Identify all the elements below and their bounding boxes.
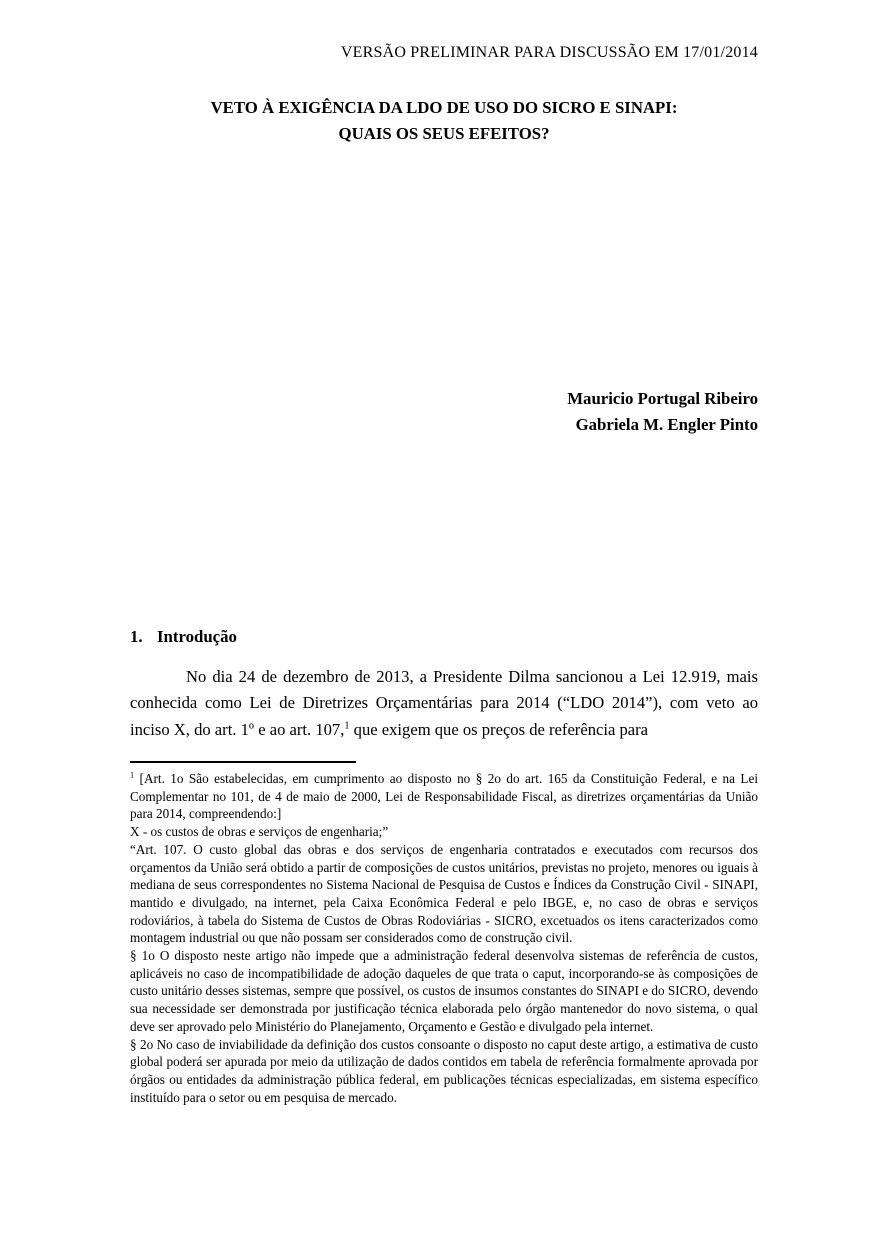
footnote-reference-marker: 1 [344, 720, 350, 732]
section-number: 1. [130, 627, 143, 646]
footnote-paragraph: § 2o No caso de inviabilidade da definição dos custos consoante o disposto no caput deste artigo, a estimativa de custo global poderá ser apurada por meio da utilização de dados contidos em tabela de referência formalmente aprovada por órgãos ou entidades da administração pública federal, em publicações técnicas especializadas, em sistema específico instituído para o setor ou em pesquisa de mercado. [130, 1036, 758, 1105]
draft-version-notice: VERSÃO PRELIMINAR PARA DISCUSSÃO EM 17/01/2014 [340, 44, 758, 61]
document-title [130, 95, 758, 147]
footnote-paragraph: § 1o O disposto neste artigo não impede que a administração federal desenvolva sistemas de referência de custos, aplicáveis no caso de incompatibilidade de adoção daqueles de que trata o caput, incorporando-se às composições de custo unitário desses sistemas, sempre que possível, os custos de insumos constantes do SINAPI e do SICRO, devendo sua necessidade ser demonstrada por justificação técnica elaborada pelo órgão mantenedor do novo sistema, o qual deve ser aprovado pelo Ministério do Planejamento, Orçamento e Gestão e divulgado pela internet. [130, 948, 758, 1034]
footnote-paragraph: X - os custos de obras e serviços de engenharia;” [130, 824, 389, 840]
intro-paragraph-text-continued: que exigem que os preços de referência para [349, 719, 649, 739]
section-heading-introduction [130, 627, 758, 647]
author-name: Gabriela M. Engler Pinto [575, 415, 758, 434]
footnote-block [130, 770, 758, 1106]
author-list [130, 386, 758, 438]
footnote-separator-rule [130, 761, 356, 763]
document-title-line2: QUAIS OS SEUS EFEITOS? [338, 124, 550, 143]
author-name: Mauricio Portugal Ribeiro [567, 389, 758, 408]
footnote-number-marker: 1 [130, 770, 135, 780]
footnote-paragraph: “Art. 107. O custo global das obras e dos serviços de engenharia contratados e executados com recursos dos orçamentos da União será obtido a partir de composições de custos unitários, previstas no projeto, menores ou iguais à mediana de seus correspondentes no Sistema Nacional de Pesquisa de Custos e Índices da Construção Civil - SINAPI, mantido e divulgado, na internet, pela Caixa Econômica Federal e pelo IBGE, e, no caso de obras e serviços rodoviários, à tabela do Sistema de Custos de Obras Rodoviárias - SICRO, excetuados os itens caracterizados como montagem industrial ou que não possam ser considerados como de construção civil. [130, 841, 758, 946]
intro-paragraph-text: No dia 24 de dezembro de 2013, a Presidente Dilma sancionou a Lei 12.919, mais conhecida como Lei de Diretrizes Orçamentárias para 2014 (“LDO 2014”), com veto ao inciso X, do art. 1º e ao art. 107, [130, 667, 758, 739]
footnote-text: [Art. 1o São estabelecidas, em cumprimento ao disposto no § 2o do art. 165 da Constituição Federal, e na Lei Complementar no 101, de 4 de maio de 2000, Lei de Responsabilidade Fiscal, as diretrizes orçamentárias da União para 2014, compreendendo:] [130, 771, 759, 822]
section-title: Introdução [157, 627, 237, 646]
document-title-line1: VETO À EXIGÊNCIA DA LDO DE USO DO SICRO E SINAPI: [210, 98, 678, 117]
footnote-paragraph [130, 770, 758, 823]
intro-paragraph [130, 664, 758, 743]
